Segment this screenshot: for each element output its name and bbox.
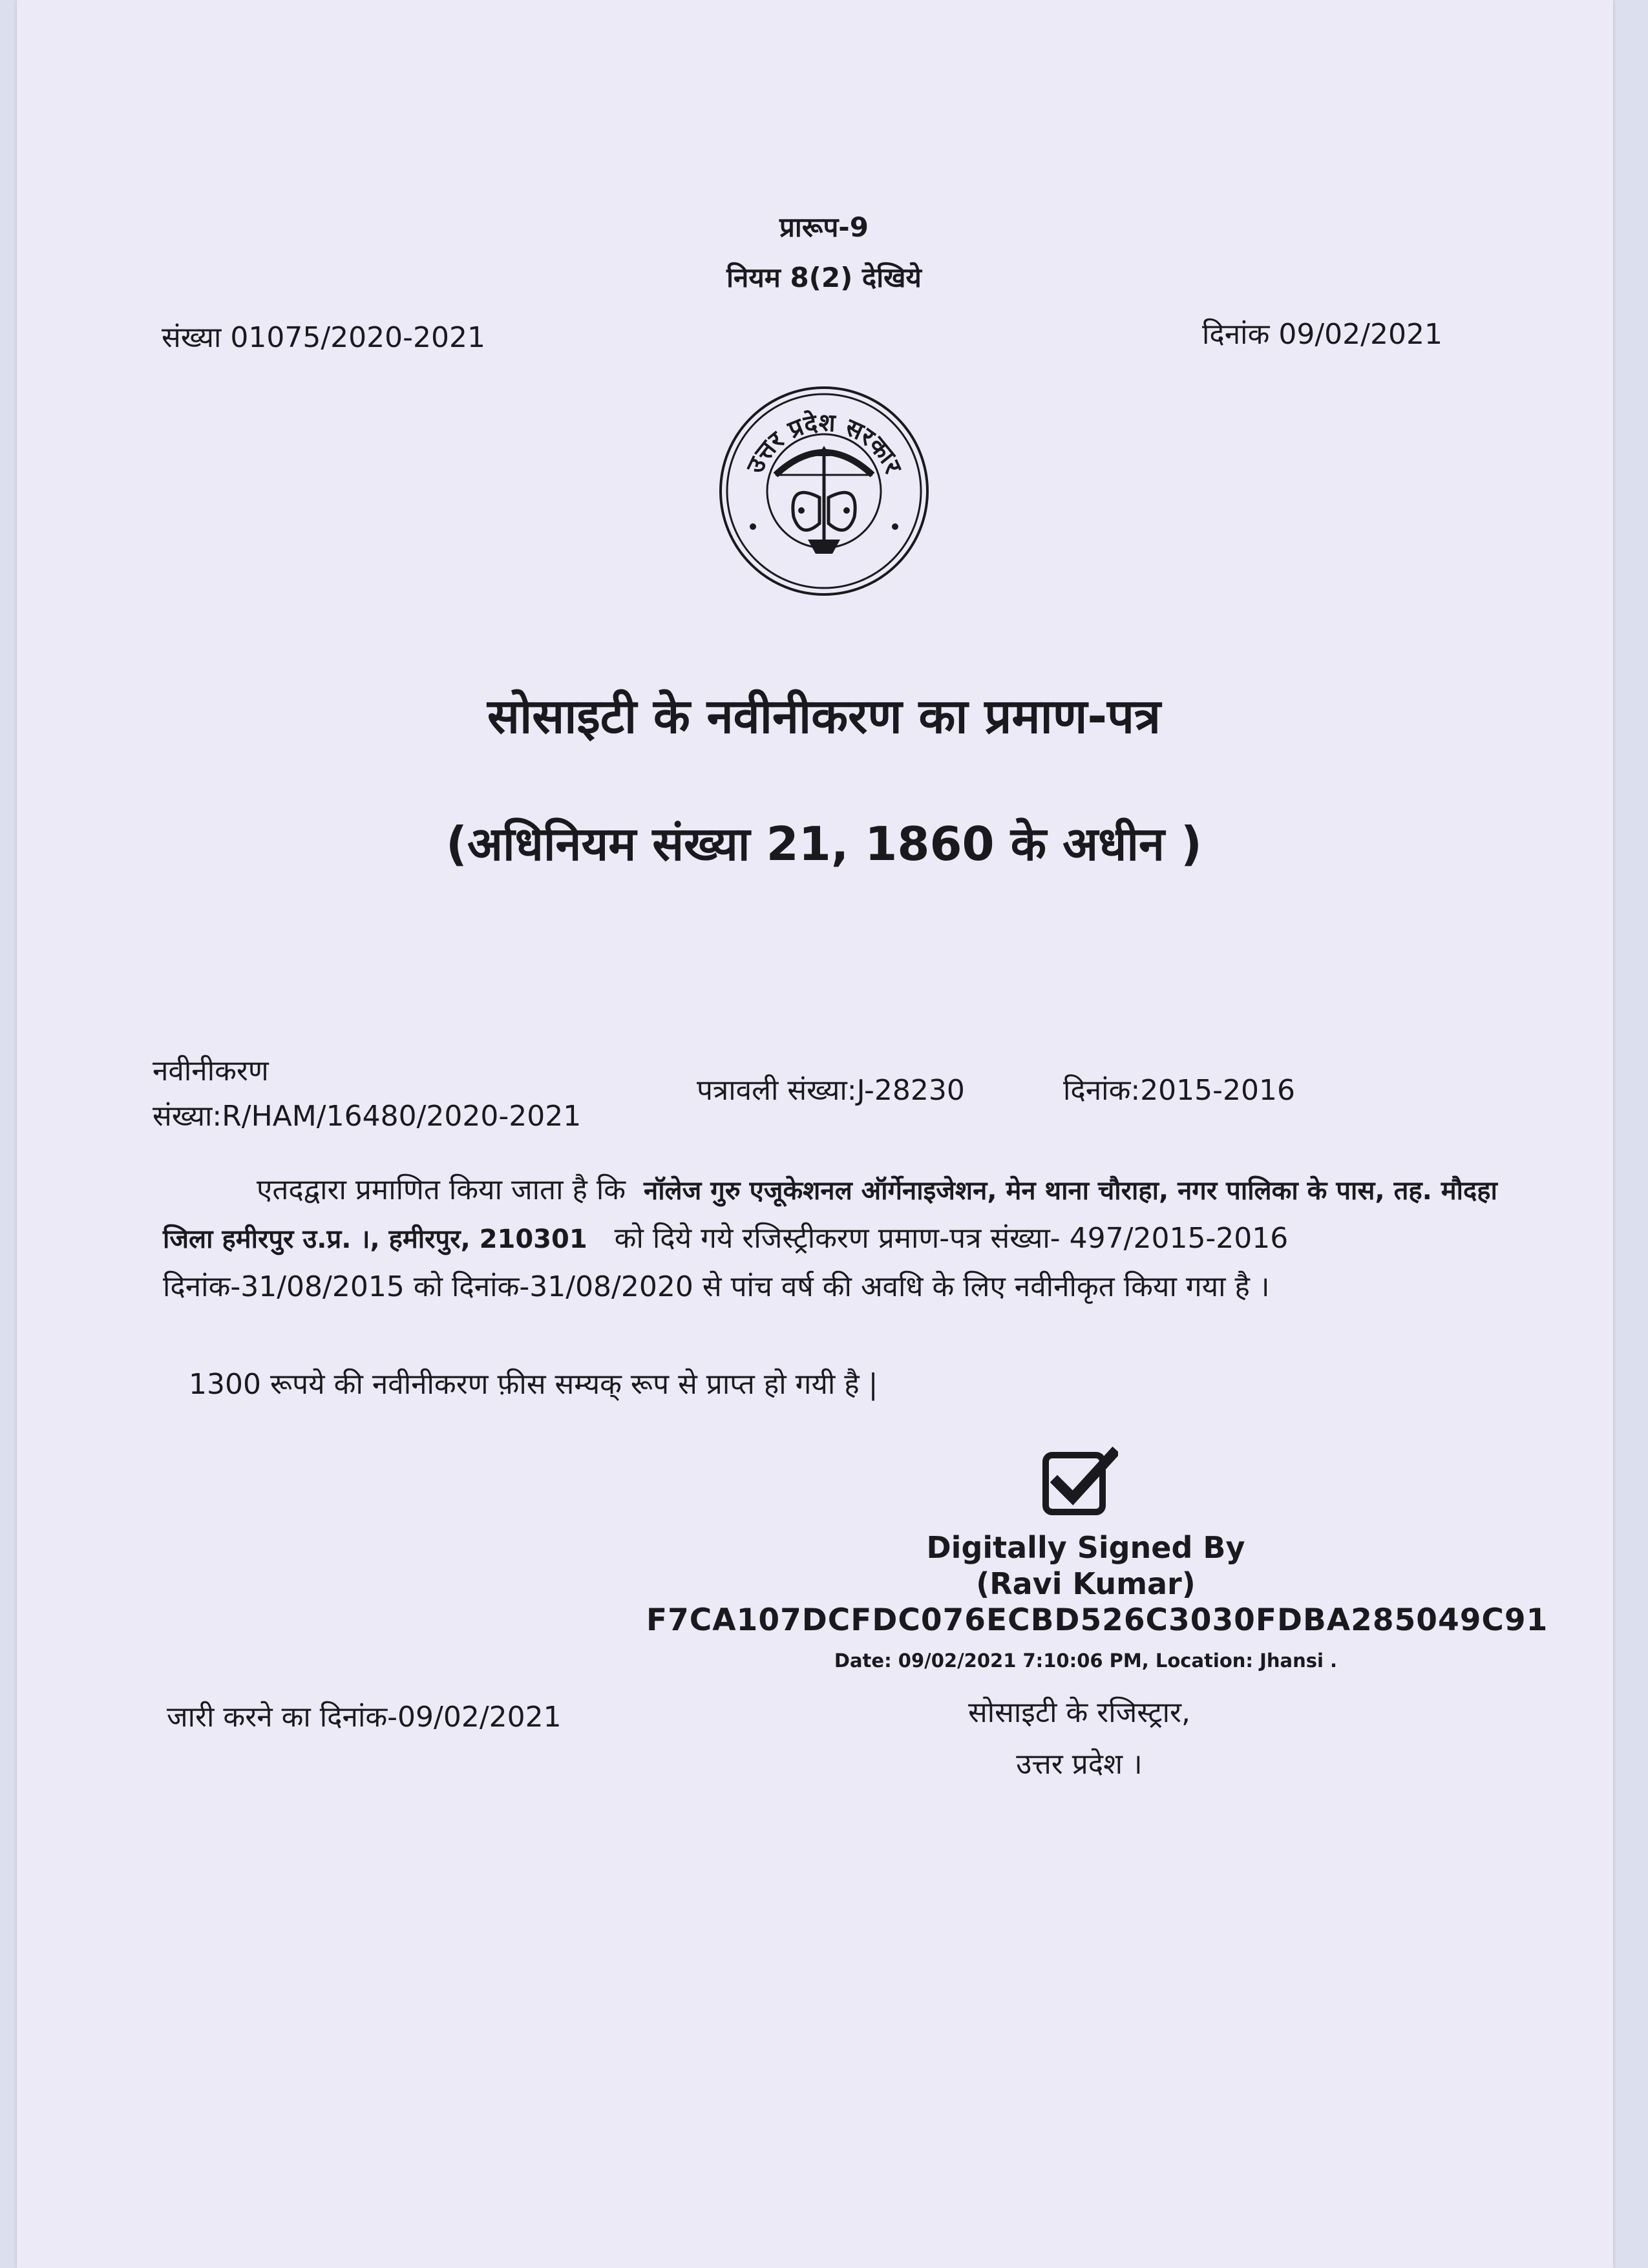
renewal-number: संख्या:R/HAM/16480/2020-2021 [153, 1100, 582, 1133]
registrar-state: उत्तर प्रदेश । [1016, 1748, 1143, 1781]
organization-name-address: नॉलेज गुरु एजूकेशनल ऑर्गेनाइजेशन, मेन थाना चौराहा, नगर पालिका के पास, तह. मौदहा जिला हमीरपुर उ.प्र. ।, हमीरपुर, 210301 [163, 1176, 1497, 1254]
renewal-label: नवीनीकरण [153, 1055, 269, 1087]
signature-date-location: Date: 09/02/2021 7:10:06 PM, Location: Jhansi . [834, 1650, 1338, 1672]
certificate-title: सोसाइटी के नवीनीकरण का प्रमाण-पत्र [487, 689, 1161, 744]
fee-statement: 1300 रूपये की नवीनीकरण फ़ीस सम्यक् रूप से प्राप्त हो गयी है | [189, 1368, 878, 1401]
file-date: दिनांक:2015-2016 [1063, 1074, 1296, 1107]
certificate-body [163, 1166, 1514, 1311]
body-details: को दिये गये रजिस्ट्रीकरण प्रमाण-पत्र संख्या- 497/2015-2016 दिनांक-31/08/2015 को दिनांक-31/08/2020 से पांच वर्ष की अवधि के लिए नवीनीकृत किया गया है । [163, 1222, 1289, 1303]
signature-hash: F7CA107DCFDC076ECBD526C3030FDBA285049C91 [646, 1602, 1548, 1638]
seal-ring-text: उत्तर प्रदेश सरकार [740, 408, 908, 478]
checkbox-check-icon [1042, 1446, 1118, 1516]
file-number: पत्रावली संख्या:J-28230 [697, 1074, 965, 1107]
form-number: प्रारूप-9 [779, 211, 869, 243]
reference-number: संख्या 01075/2020-2021 [162, 321, 486, 354]
signature-heading: Digitally Signed By [926, 1530, 1245, 1565]
body-intro: एतदद्वारा प्रमाणित किया जाता है कि [257, 1173, 626, 1206]
certificate-subtitle: (अधिनियम संख्या 21, 1860 के अधीन ) [446, 817, 1202, 871]
issue-date: जारी करने का दिनांक-09/02/2021 [167, 1701, 562, 1734]
header-date: दिनांक 09/02/2021 [1202, 318, 1442, 351]
up-government-seal-icon [717, 384, 931, 598]
signer-name: (Ravi Kumar) [976, 1566, 1196, 1601]
rule-reference: नियम 8(2) देखिये [726, 262, 922, 293]
registrar-title: सोसाइटी के रजिस्ट्रार, [968, 1696, 1190, 1729]
